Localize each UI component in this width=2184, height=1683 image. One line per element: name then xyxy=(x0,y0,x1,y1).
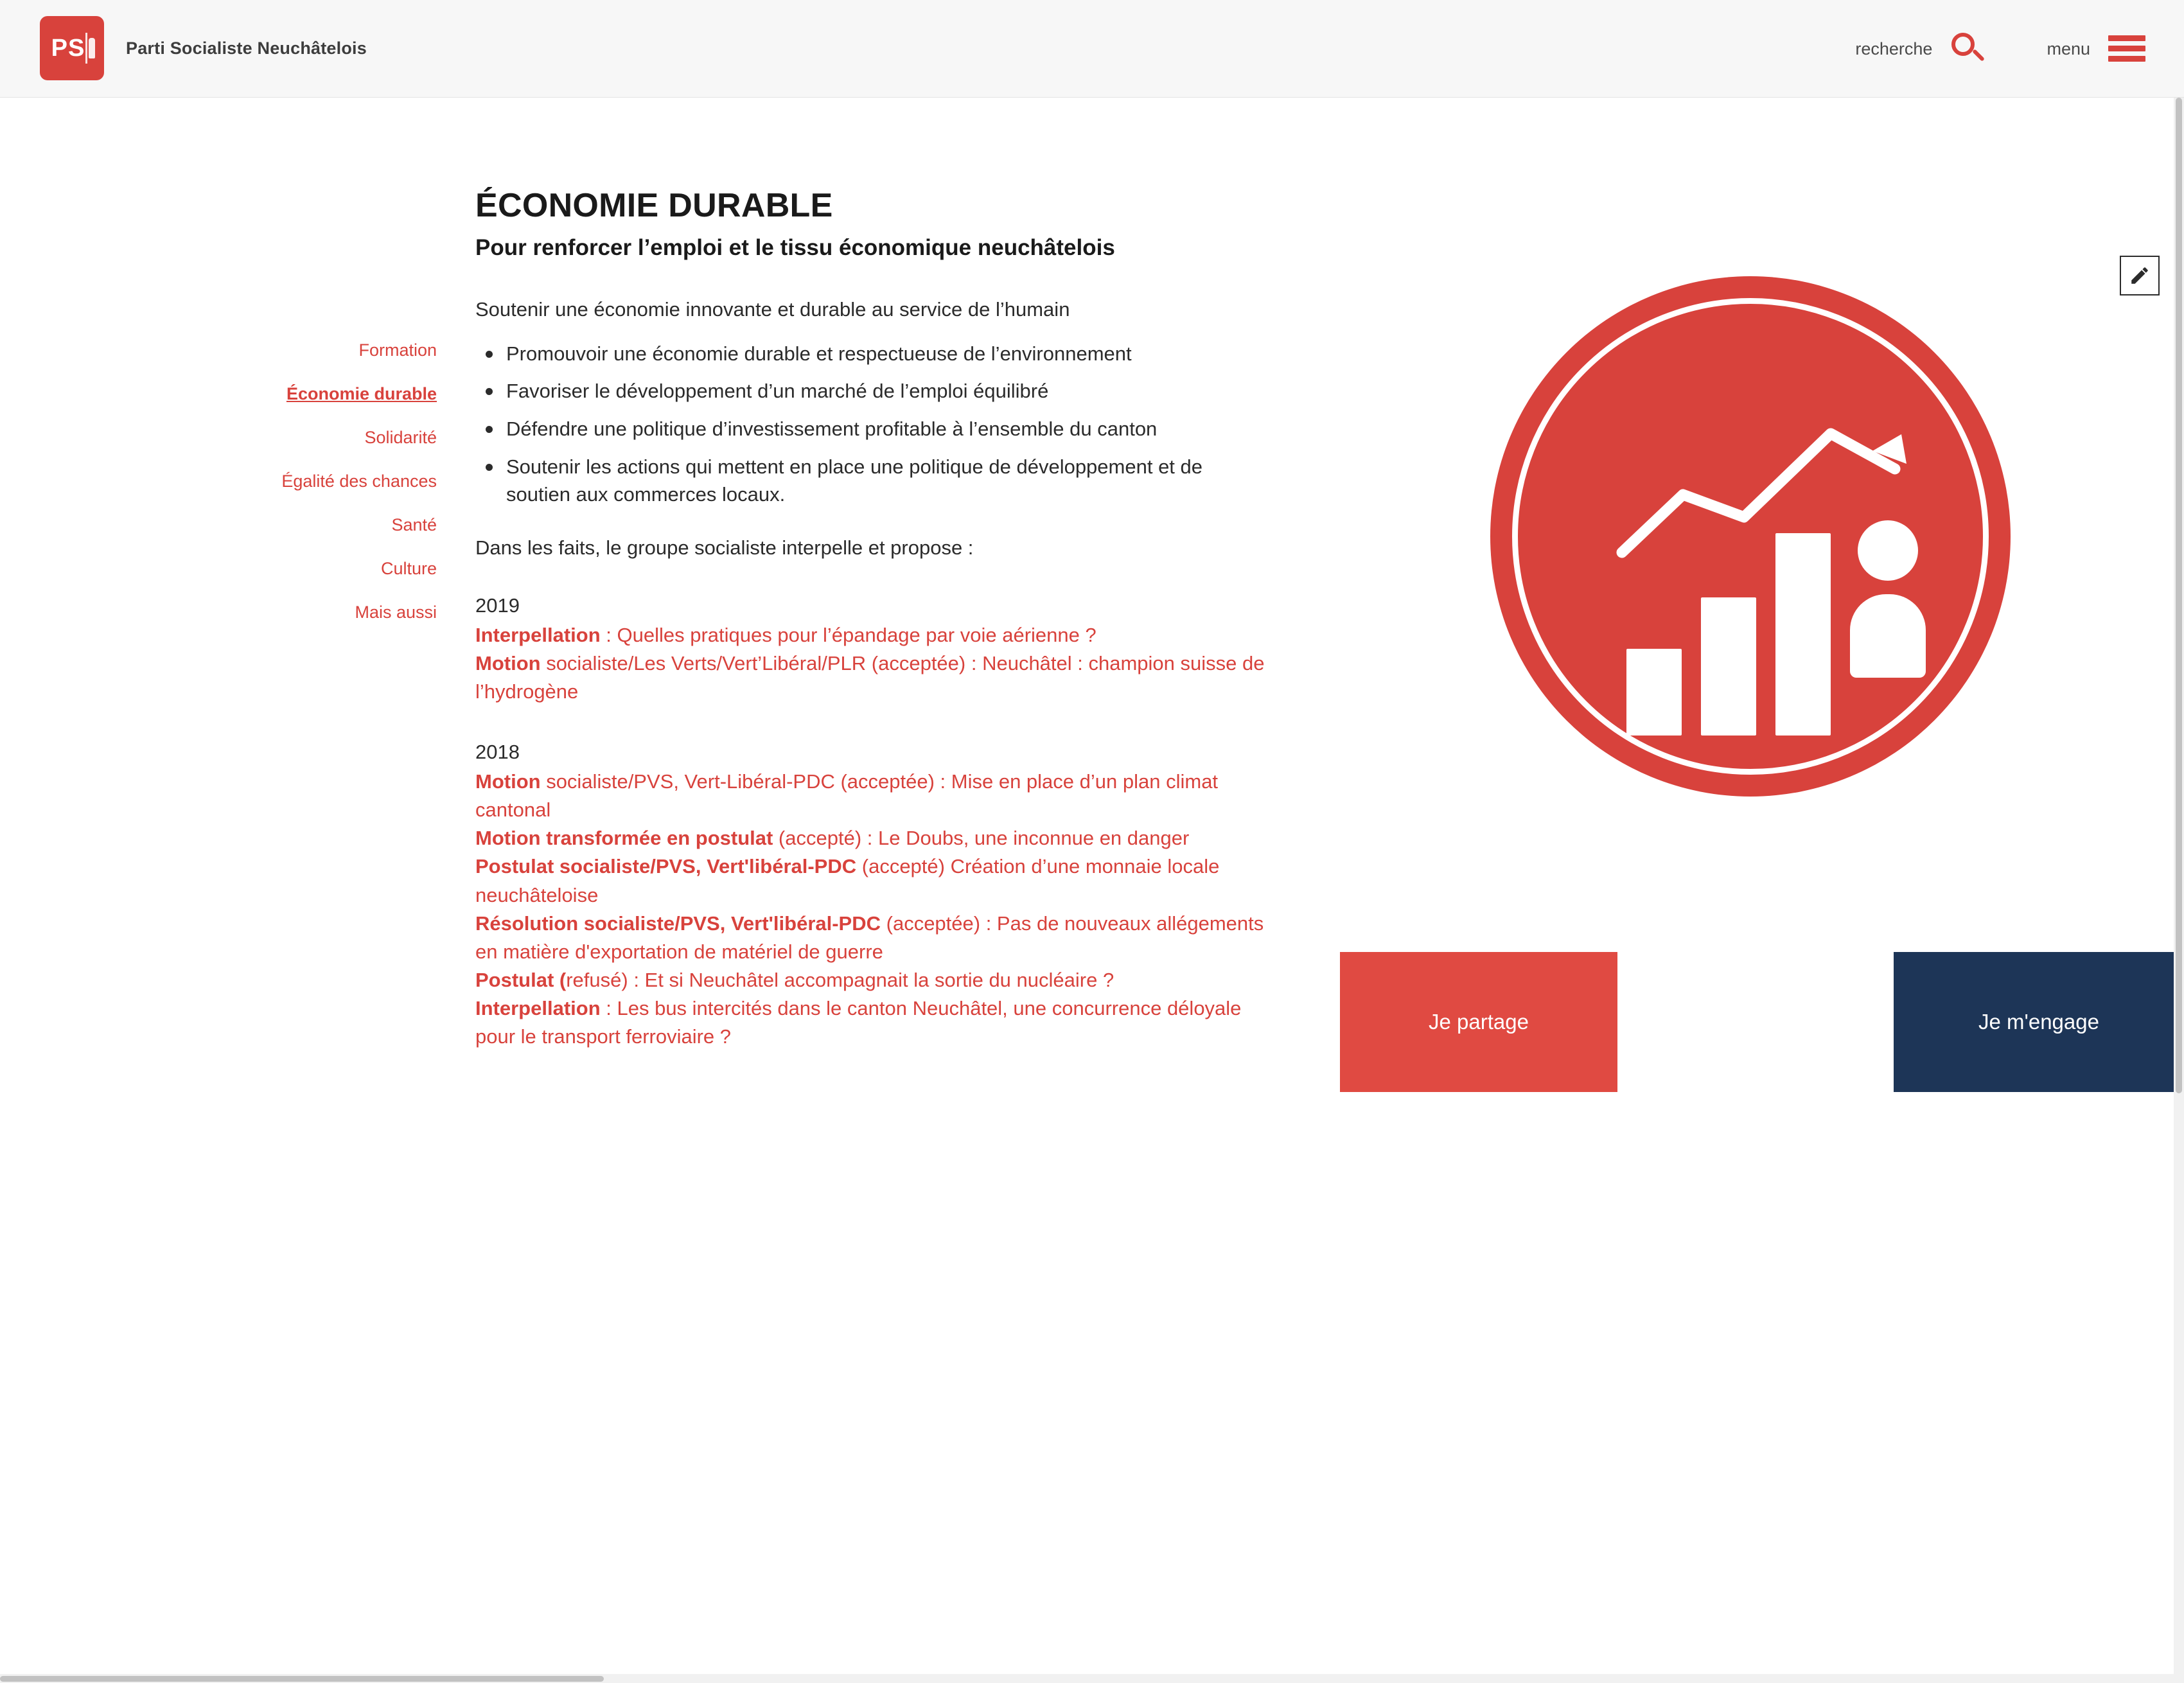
section-nav xyxy=(0,340,456,646)
sidebar-item-mais-aussi[interactable]: Mais aussi xyxy=(355,603,437,622)
entry-text: socialiste/Les Verts/Vert’Libéral/PLR (acceptée) : Neuchâtel : champion suisse de l’hydrogène xyxy=(475,652,1265,703)
vertical-scrollbar-thumb[interactable] xyxy=(2176,98,2182,1093)
page-title: ÉCONOMIE DURABLE xyxy=(475,187,833,224)
entry-type: Motion xyxy=(475,770,541,793)
entry-text: socialiste/PVS, Vert-Libéral-PDC (acceptée) : Mise en place d’un plan climat cantonal xyxy=(475,770,1219,822)
burger-line-2 xyxy=(2108,46,2145,51)
page-subtitle: Pour renforcer l’emploi et le tissu économique neuchâtelois xyxy=(475,235,1115,260)
search-icon[interactable] xyxy=(1950,31,1985,66)
year-label: 2019 xyxy=(475,594,520,617)
search-icon-circle xyxy=(1951,33,1975,56)
logo-divider xyxy=(85,33,87,64)
search-label[interactable]: recherche xyxy=(1855,39,1933,58)
list-item xyxy=(475,824,1265,852)
edit-pencil-glyph xyxy=(2129,265,2151,286)
burger-line-1 xyxy=(2108,35,2145,41)
ps-logo-icon[interactable] xyxy=(40,16,104,80)
entry-type: Postulat ( xyxy=(475,968,567,991)
entry-text: : Les bus intercités dans le canton Neuchâtel, une concurrence déloyale pour le transport ferroviaire ? xyxy=(475,996,1242,1048)
main-content xyxy=(475,186,1285,1086)
growth-chart-person-icon xyxy=(1490,276,2011,797)
entry-text: refusé) : Et si Neuchâtel accompagnait la sortie du nucléaire ? xyxy=(566,968,1114,991)
menu-label[interactable]: menu xyxy=(2047,39,2090,58)
site-title: Parti Socialiste Neuchâtelois xyxy=(126,38,367,58)
entry-text: (accepté) : Le Doubs, une inconnue en danger xyxy=(773,827,1190,850)
year-block-2019 xyxy=(475,594,1285,706)
entry-text: (acceptée) : Pas de nouveaux allégements en matière d'exportation de matériel de guerre xyxy=(475,912,1264,963)
list-item xyxy=(475,994,1265,1051)
objectives-list xyxy=(475,340,1285,509)
list-item xyxy=(475,966,1265,994)
entry-text: : Quelles pratiques pour l’épandage par voie aérienne ? xyxy=(600,624,1096,647)
list-item: Soutenir les actions qui mettent en place une politique de développement et de soutien aux commerces locaux. xyxy=(506,454,1226,509)
list-item xyxy=(475,649,1265,706)
sidebar-item-economie-durable[interactable]: Économie durable xyxy=(286,384,437,403)
engage-button[interactable]: Je m'engage xyxy=(1894,952,2184,1092)
list-item xyxy=(475,768,1265,824)
list-item: Favoriser le développement d’un marché de l’emploi équilibré xyxy=(506,378,1226,405)
sidebar-item-sante[interactable]: Santé xyxy=(391,515,437,534)
entry-type: Motion xyxy=(475,652,541,675)
share-button[interactable]: Je partage xyxy=(1340,952,1617,1092)
header-actions xyxy=(1855,0,2145,98)
rose-icon xyxy=(89,38,95,58)
list-item: Défendre une politique d’investissement profitable à l’ensemble du canton xyxy=(506,416,1226,443)
list-item: Promouvoir une économie durable et respectueuse de l’environnement xyxy=(506,340,1226,368)
facts-intro: Dans les faits, le groupe socialiste interpelle et propose : xyxy=(475,536,974,560)
entry-type: Interpellation xyxy=(475,624,601,647)
search-icon-handle xyxy=(1973,49,1986,62)
year-block-2018 xyxy=(475,741,1285,1050)
sidebar-item-formation[interactable]: Formation xyxy=(358,340,437,360)
horizontal-scrollbar-thumb[interactable] xyxy=(0,1676,604,1682)
list-item xyxy=(475,852,1265,909)
hamburger-menu-icon[interactable] xyxy=(2108,35,2145,62)
sidebar-item-culture[interactable]: Culture xyxy=(380,559,437,578)
sidebar-item-solidarite[interactable]: Solidarité xyxy=(364,428,437,447)
lead-paragraph: Soutenir une économie innovante et durable au service de l’humain xyxy=(475,297,1070,321)
logo-block[interactable] xyxy=(40,16,367,80)
vertical-scrollbar[interactable] xyxy=(2174,98,2184,1683)
entry-text: (accepté) Création d’une monnaie locale neuchâteloise xyxy=(475,855,1220,906)
trend-arrow-icon xyxy=(1490,276,2011,797)
entry-type: Résolution socialiste/PVS, Vert'libéral-PDC xyxy=(475,912,881,935)
logo-text: PS xyxy=(51,34,85,62)
burger-line-3 xyxy=(2108,56,2145,62)
site-header xyxy=(0,0,2184,98)
list-item xyxy=(475,910,1265,966)
edit-pencil-icon[interactable] xyxy=(2120,256,2160,295)
entry-type: Postulat socialiste/PVS, Vert'libéral-PDC xyxy=(475,855,857,878)
year-label: 2018 xyxy=(475,741,520,764)
list-item xyxy=(475,621,1265,649)
entry-type: Motion transformée en postulat xyxy=(475,827,773,850)
sidebar-item-egalite-des-chances[interactable]: Égalité des chances xyxy=(281,471,437,491)
entry-type: Interpellation xyxy=(475,996,601,1019)
horizontal-scrollbar[interactable] xyxy=(0,1674,2184,1683)
